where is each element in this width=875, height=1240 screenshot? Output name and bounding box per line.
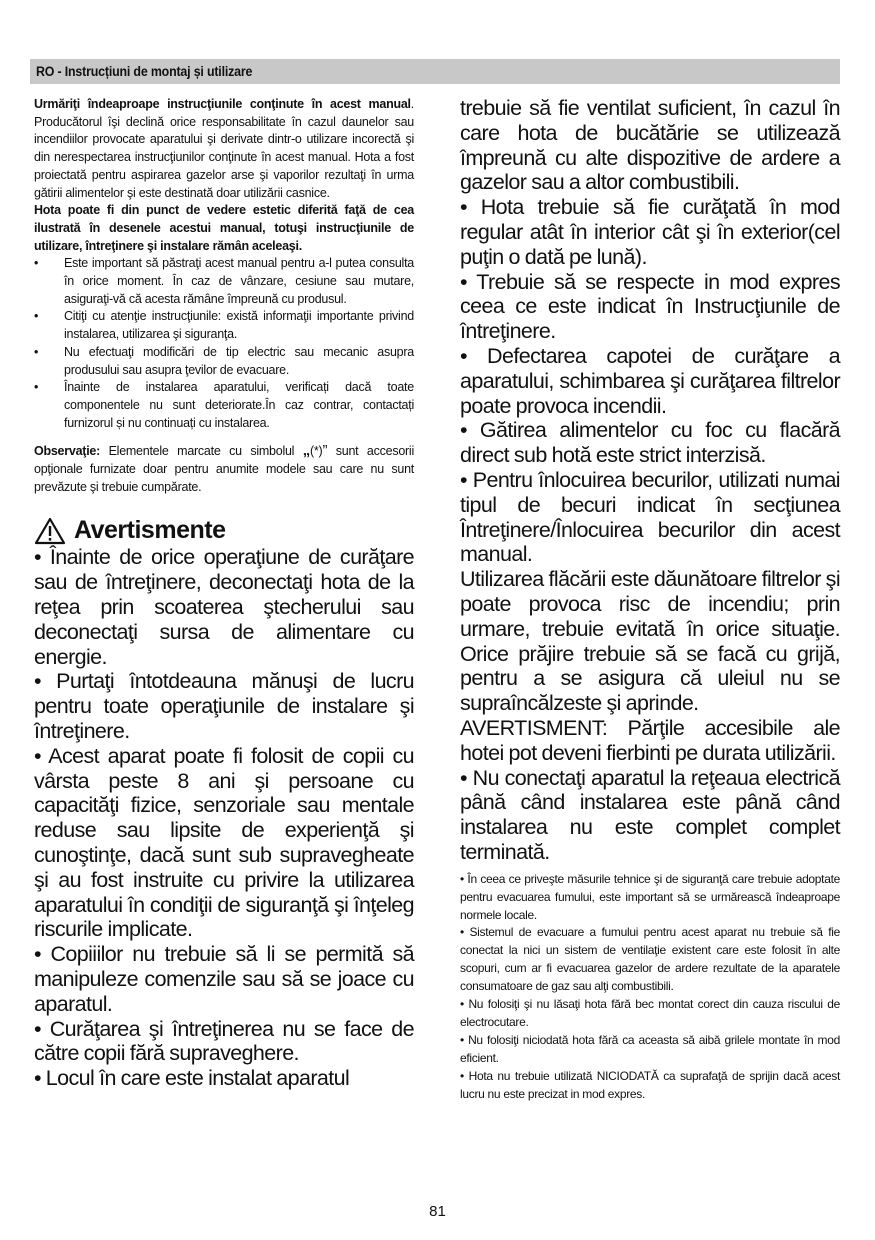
warnings-right-text — [460, 96, 840, 865]
list-item: • Citiţi cu atenţie instrucţiunile: există informaţii importante privind instalarea, utilizarea şi siguranţa. — [34, 309, 414, 342]
intro-text: . Producătorul îşi declină orice responsabilitate în cazul daunelor sau incendiilor provocate aparatului şi derivate dintr-o utilizare incorectă şi din nerespectarea instrucţiunilor conţinute în acest manual. Hota a fost proiectată pentru aspirarea gazelor arse şi vaporilor rezultaţi în urma gătirii alimentelor şi este destinată doar utilizării casnice. — [34, 97, 414, 200]
list-item: • Este important să păstraţi acest manual pentru a-l putea consulta în orice moment. În caz de vânzare, cesiune sau mutare, asiguraţi-vă că acesta rămâne împreună cu produsul. — [34, 256, 414, 306]
intro-section — [34, 96, 414, 496]
bullet-symbol: • — [34, 309, 39, 324]
page-number: 81 — [429, 1203, 446, 1220]
warnings-right-small-text — [460, 871, 840, 1104]
warning-paragraph: Utilizarea flăcării este dăunătoare filtrelor şi poate provoca risc de incendiu; prin urmare, trebuie evitată în orice situaţie. Orice prăjire trebuie să se facă cu grijă, pentru a se asigura că uleiul nu se supraîncălzeste şi aprinde. — [460, 567, 840, 716]
bullet-symbol: • — [34, 344, 39, 359]
warning-paragraph: • Purtaţi întotdeauna mănuşi de lucru pentru toate operaţiunile de instalare şi întreţinere. — [34, 669, 414, 744]
small-warning-paragraph: • Hota nu trebuie utilizată NICIODATĂ ca suprafaţă de sprijin dacă acest lucru nu este precizat in mod expres. — [460, 1068, 840, 1101]
list-item: • Nu efectuaţi modificări de tip electric sau mecanic asupra produsului sau asupra ţevilor de evacuare. — [34, 344, 414, 377]
warning-paragraph: trebuie să fie ventilat suficient, în cazul în care hota de bucătărie se utilizează împreună cu alte dispozitive de ardere a gazelor sau a altor combustibili. — [460, 96, 840, 195]
warning-paragraph: • Pentru înlocuirea becurilor, utilizati numai tipul de becuri indicat în secţiunea Întreţinere/Înlocuirea becurilor din acest manual. — [460, 467, 840, 567]
intro-paragraph — [34, 96, 414, 202]
warning-paragraph: • Gătirea alimentelor cu foc cu flacără direct sub hotă este strict interzisă. — [460, 418, 840, 468]
small-warning-paragraph: • Sistemul de evacuare a fumului pentru acest aparat nu trebuie să fie conectat la nici un sistem de ventilaţie existent care este folosit în alte scopuri, cum ar fi evacuarea gazelor de ardere rezultate de la aparatele consumatoare de gaz sau alţi combustibili. — [460, 925, 840, 994]
warning-paragraph: AVERTISMENT: Părţile accesibile ale hotei pot deveni fierbinti pe durata utilizării. — [460, 715, 840, 765]
warnings-left-text — [34, 545, 414, 1091]
bullet-symbol: • — [34, 380, 39, 395]
warning-paragraph: • Curăţarea şi întreţinerea nu se face de către copii fără supraveghere. — [34, 1016, 414, 1066]
warning-paragraph: • Trebuie să se respecte in mod expres ceea ce este indicat în Instrucţiunile de întreţinere. — [460, 269, 840, 344]
small-warning-paragraph: • Nu folosiţi şi nu lăsaţi hota fără bec montat corect din cauza riscului de electrocutare. — [460, 997, 840, 1029]
warning-triangle-icon — [34, 517, 66, 545]
list-item: • Înainte de instalarea aparatului, verificați dacă toate componentele nu sunt deteriorate.În caz contrar, contactați furnizorul și nu continuați cu instalarea. — [34, 380, 414, 430]
warnings-title: Avertismente — [74, 516, 226, 545]
observation-note: Observaţie: Elementele marcate cu simbolul „(*)” sunt accesorii opţionale furnizate doar pentru anumite modele sau care nu sunt prevăzute şi trebuie cumpărate. — [34, 442, 414, 494]
warning-paragraph: • Copiiilor nu trebuie să li se permită să manipuleze comenzile sau să se joace cu aparatul. — [34, 942, 414, 1016]
observation-label: Observaţie: — [34, 444, 101, 459]
warnings-heading — [34, 516, 414, 545]
intro-bullet-list — [34, 255, 414, 432]
warning-paragraph: • Hota trebuie să fie curăţată în mod regular atât în interior cât şi în exterior(cel puţin o dată pe lună). — [460, 195, 840, 269]
warning-paragraph: • Defectarea capotei de curăţare a aparatului, schimbarea şi curăţarea filtrelor poate provoca incendii. — [460, 343, 840, 418]
small-warning-paragraph: • Nu folosiţi niciodată hota fără ca aceasta să aibă grilele montate în mod eficient. — [460, 1032, 840, 1065]
warning-paragraph: • Nu conectaţi aparatul la reţeaua electrică până când instalarea este până când instalarea nu este complet complet terminată. — [460, 765, 840, 864]
left-column — [34, 96, 414, 1091]
warning-paragraph: • Locul în care este instalat aparatul — [34, 1066, 350, 1091]
bullet-symbol: • — [34, 256, 39, 271]
optional-symbol: (*) — [310, 444, 323, 459]
intro-bold-paragraph: Hota poate fi din punct de vedere estetic diferită faţă de cea ilustrată în desenele acestui manual, totuşi instrucţiunile de utilizare, întreţinere şi instalare rămân aceleaşi. — [34, 203, 414, 253]
warning-paragraph: • Înainte de orice operaţiune de curăţare sau de întreţinere, deconectaţi hota de la reţea prin scoaterea ştecherului sau deconectaţi sursa de alimentare cu energie. — [34, 545, 414, 669]
right-column — [460, 96, 840, 1103]
intro-bold-lead: Urmăriţi îndeaproape instrucţiunile conţinute în acest manual — [34, 97, 411, 111]
small-warning-paragraph: • În ceea ce priveşte măsurile tehnice şi de siguranţă care trebuie adoptate pentru evacuarea fumului, este important să se urmărească îndeaproape normele locale. — [460, 871, 840, 922]
section-header-bar — [30, 59, 840, 84]
section-title: RO - Instrucțiuni de montaj și utilizare — [36, 64, 253, 79]
warning-paragraph: • Acest aparat poate fi folosit de copii cu vârsta peste 8 ani şi persoane cu capacităţi fizice, senzoriale sau mentale reduse sau lipsite de experienţă şi cunoştinţe, dacă sunt sub supravegheate şi au fost instruite cu privire la utilizarea aparatului în condiţii de siguranţă şi înţeleg riscurile implicate. — [34, 743, 414, 942]
